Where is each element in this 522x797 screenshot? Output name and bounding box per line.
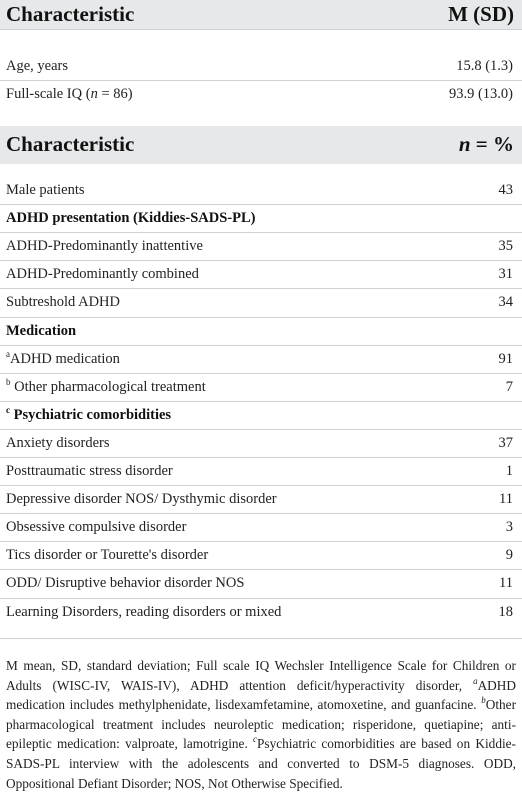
row-label: Learning Disorders, reading disorders or mixed bbox=[6, 604, 282, 620]
row-value: 93.9 (13.0) bbox=[448, 86, 513, 102]
table-row bbox=[0, 375, 522, 403]
divider bbox=[0, 638, 522, 639]
table-row bbox=[0, 459, 522, 487]
divider bbox=[0, 569, 522, 570]
row-label: Tics disorder or Tourette's disorder bbox=[6, 547, 209, 563]
row-label: Male patients bbox=[6, 182, 85, 198]
divider bbox=[0, 80, 522, 81]
table-row bbox=[0, 543, 522, 571]
row-label: $^a$ADHD medication bbox=[6, 349, 120, 367]
table-row bbox=[0, 431, 522, 459]
table-row bbox=[0, 487, 522, 515]
row-value: 7 bbox=[505, 379, 513, 395]
divider bbox=[0, 598, 522, 599]
row-value: 1 bbox=[505, 463, 513, 479]
table-row bbox=[0, 571, 522, 599]
table-row bbox=[0, 178, 522, 206]
table1-col-characteristic: Characteristic bbox=[6, 2, 135, 26]
table1-header bbox=[0, 0, 522, 29]
divider bbox=[0, 29, 522, 30]
row-label: ADHD presentation (Kiddies-SADS-PL) bbox=[6, 210, 256, 226]
table-row bbox=[0, 234, 522, 262]
divider bbox=[0, 541, 522, 542]
table-row bbox=[0, 600, 522, 628]
divider bbox=[0, 429, 522, 430]
table-footnote bbox=[6, 656, 516, 793]
divider bbox=[0, 317, 522, 318]
table-section-heading bbox=[0, 206, 522, 234]
row-label: Full-scale IQ (n = 86) bbox=[6, 86, 133, 102]
row-value: 37 bbox=[498, 435, 513, 451]
row-label: $^c$ Psychiatric comorbidities bbox=[6, 405, 172, 423]
row-value: 18 bbox=[498, 604, 513, 620]
divider bbox=[0, 345, 522, 346]
row-label: Age, years bbox=[6, 58, 69, 74]
divider bbox=[0, 457, 522, 458]
table-row bbox=[0, 347, 522, 375]
row-value: 31 bbox=[498, 266, 513, 282]
table1-row-age bbox=[0, 54, 522, 82]
table-section-heading bbox=[0, 403, 522, 431]
row-label: Medication bbox=[6, 323, 77, 339]
divider bbox=[0, 288, 522, 289]
divider bbox=[0, 485, 522, 486]
row-label: Subtreshold ADHD bbox=[6, 294, 120, 310]
row-label: Posttraumatic stress disorder bbox=[6, 463, 173, 479]
row-value: 43 bbox=[498, 182, 513, 198]
row-label: Anxiety disorders bbox=[6, 435, 110, 451]
table-row bbox=[0, 515, 522, 543]
row-label: ADHD-Predominantly combined bbox=[6, 266, 199, 282]
divider bbox=[0, 401, 522, 402]
divider bbox=[0, 373, 522, 374]
row-value: 91 bbox=[498, 351, 513, 367]
row-label: $^b$ Other pharmacological treatment bbox=[6, 377, 206, 395]
divider bbox=[0, 260, 522, 261]
row-value: 11 bbox=[499, 491, 513, 507]
row-label: Depressive disorder NOS/ Dysthymic disorder bbox=[6, 491, 277, 507]
row-value: 15.8 (1.3) bbox=[456, 58, 513, 74]
row-value: 35 bbox=[498, 238, 513, 254]
row-label: ODD/ Disruptive behavior disorder NOS bbox=[6, 575, 245, 591]
footnote-text: M mean, SD, standard deviation; Full scale IQ Wechsler Intelligence Scale for Children or Adults (WISC-IV, WAIS-IV), ADHD attention deficit/hyperactivity disorder, $^a$ADHD medication includes methylphenidate, lisdexamfetamine, atomoxetine, and guanfacine. $^b$Other pharmacological treatment includes neuroleptic medication; risperidone, quetiapine; anti-epileptic medication: valproate, lamotrigine. $^c$Psychiatric comorbidities are based on Kiddie-SADS-PL interview with the adolescents and converted to DSM-5 diagnoses. ODD, Oppositional Defiant Disorder; NOS, Not Otherwise Specified. bbox=[6, 658, 516, 791]
table2-header bbox=[0, 126, 522, 164]
row-value: 3 bbox=[505, 519, 513, 535]
row-label: Obsessive compulsive disorder bbox=[6, 519, 187, 535]
row-value: 34 bbox=[498, 294, 513, 310]
divider bbox=[0, 232, 522, 233]
table-row bbox=[0, 290, 522, 318]
divider bbox=[0, 204, 522, 205]
divider bbox=[0, 513, 522, 514]
row-label: ADHD-Predominantly inattentive bbox=[6, 238, 203, 254]
row-value: 9 bbox=[505, 547, 513, 563]
table2-col-characteristic: Characteristic bbox=[6, 132, 135, 156]
table1-row-iq bbox=[0, 82, 522, 110]
row-value: 11 bbox=[499, 575, 513, 591]
table-section-heading bbox=[0, 319, 522, 347]
table1-col-msd: M (SD) bbox=[448, 2, 514, 26]
table-row bbox=[0, 262, 522, 290]
table2-col-n-percent: n = % bbox=[458, 132, 514, 156]
